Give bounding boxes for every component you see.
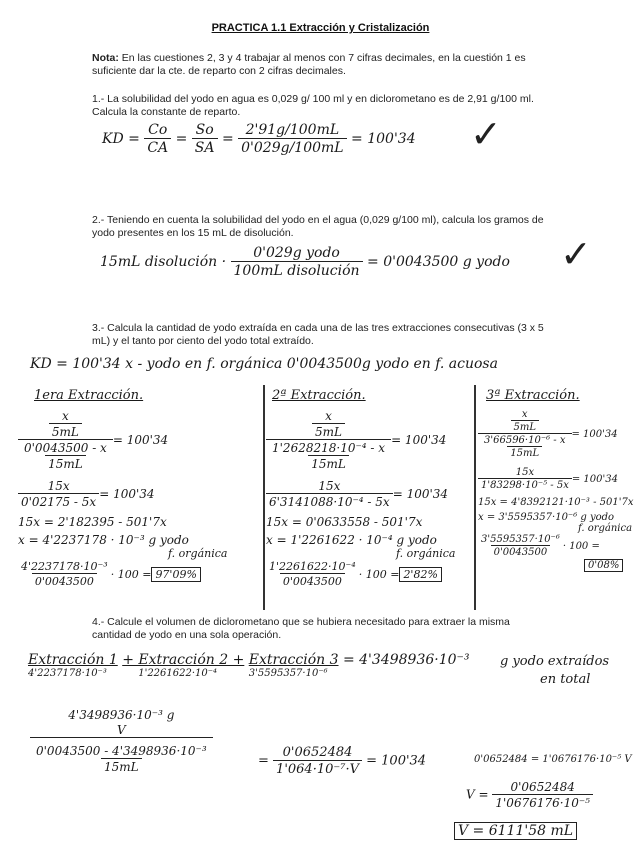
q1-kd: KD =: [102, 131, 140, 147]
q4-big-fraction: [30, 708, 213, 774]
note-text: En las cuestiones 2, 3 y 4 trabajar al menos con 7 cifras decimales, en la cuestión 1 es suficiente dar la cte. de reparto con 2 cifras decimales.: [92, 52, 526, 77]
col3-e-den: 0'0043500: [491, 545, 551, 558]
col3-c: 15x = 4'8392121·10⁻³ - 501'7x: [478, 497, 634, 508]
q4-f2-res: = 100'34: [366, 753, 427, 769]
question-3: 3.- Calcula la cantidad de yodo extraída en cada una de las tres extracciones consecutivas (3 x 5 mL) y el tanto por ciento del yodo total extraído.: [92, 322, 544, 347]
col3-a-den-den: 15mL: [507, 446, 542, 459]
col1-c: 15x = 2'182395 - 501'7x: [18, 515, 167, 529]
column-divider-2: [474, 385, 476, 610]
q4-second-fraction: = $\frac{0'0652484}{\text{1'064·10⁻⁷·V}}$ = 100'34: [258, 745, 427, 777]
q1-sa: SA: [192, 138, 218, 156]
col3-d: x = 3'5595357·10⁻⁶ g yodo: [478, 512, 615, 523]
q4-sum-unit2: en total: [540, 672, 591, 687]
q1-den: 0'029g/100mL: [238, 138, 346, 156]
col2-a-den: 1'2628218·10⁻⁴ - x: [272, 441, 386, 455]
q4-sum-e2v: 1'2261622·10⁻⁴: [138, 668, 218, 679]
col2-d: x = 1'2261622 · 10⁻⁴ g yodo: [266, 533, 437, 547]
q4-side-frac: [466, 780, 593, 810]
q1-result: = 100'34: [351, 131, 416, 147]
q2-den: 100mL disolución: [231, 261, 363, 279]
extraction-3-title: 3ª Extracción.: [486, 388, 580, 403]
q4-sum-e3v: 3'5595357·10⁻⁶: [248, 668, 328, 679]
col2-b-den: 6'3141088·10⁻⁴ - 5x: [266, 493, 393, 509]
col3-a-num-den: 5mL: [511, 420, 540, 433]
col1-e-mid: · 100 =: [110, 567, 152, 581]
col1-b-num: 15x: [47, 479, 70, 493]
q1-num: 2'91g/100mL: [245, 122, 340, 138]
q4-sum-e1v: 4'2237178·10⁻³: [28, 668, 107, 679]
extraction-3-column: [478, 388, 640, 571]
q4-f-bot-den: 15mL: [101, 758, 142, 774]
col3-a-den: 3'66596·10⁻⁶ - x: [484, 435, 566, 446]
col2-e-den: 0'0043500: [280, 573, 345, 588]
page-title: PRACTICA 1.1 Extracción y Cristalización: [211, 22, 430, 34]
col2-b-res: = 100'34: [392, 487, 449, 501]
col2-d2: f. orgánica: [396, 547, 456, 560]
q4-side-eq: 0'0652484 = 1'0676176·10⁻⁵ V: [474, 754, 632, 765]
q2-result: = 0'0043500 g yodo: [367, 254, 510, 270]
q2-lead: 15mL disolución ·: [100, 254, 227, 270]
q1-equation: KD = $\frac{Co}{CA}$ = $\frac{So}{SA}$ = $\frac{2'91g/100mL}{0'029g/100mL}$ = 100'34: [102, 122, 416, 156]
col1-b-res: = 100'34: [99, 487, 155, 501]
q4-sum-result: = 4'3498936·10⁻³: [342, 652, 470, 668]
col2-a-res: = 100'34: [391, 433, 447, 447]
q4-sum-e1: Extracción 1: [28, 652, 118, 668]
extraction-1-title: 1era Extracción.: [34, 388, 144, 403]
col1-a-den-den: 15mL: [45, 455, 86, 471]
col2-a-num: x: [325, 409, 332, 423]
q4-sum-e2: + Extracción 2 +: [122, 652, 245, 668]
q4-f2-den: 1'064·10⁻⁷·V: [273, 760, 362, 777]
column-divider-1: [263, 385, 265, 610]
q1-co: Co: [148, 122, 168, 138]
col3-d2: f. orgánica: [578, 523, 633, 534]
q4-sum: [28, 652, 470, 679]
col3-b-den: 1'83298·10⁻⁵ - 5x: [478, 478, 572, 491]
col3-e-mid: · 100 =: [562, 540, 600, 552]
col3-b-res: = 100'34: [571, 473, 618, 485]
note-label: Nota:: [92, 52, 119, 64]
extraction-2-title: 2ª Extracción.: [272, 388, 366, 403]
col3-e-num: 3'5595357·10⁻⁶: [481, 534, 560, 545]
col1-d: x = 4'2237178 · 10⁻³ g yodo: [18, 533, 189, 547]
col2-e-result: 2'82%: [399, 567, 441, 582]
col1-e-num: 4'2237178·10⁻³: [21, 560, 108, 573]
col2-b-num: 15x: [318, 479, 341, 493]
col3-e-result: 0'08%: [584, 559, 623, 572]
col1-b-den: 0'02175 - 5x: [18, 493, 99, 509]
question-4: 4.- Calcule el volumen de diclorometano que se hubiera necesitado para extraer la misma cantidad de yodo en una sola operación.: [92, 616, 510, 641]
q2-num: 0'029g yodo: [253, 245, 340, 261]
col2-e-num: 1'2261622·10⁻⁴: [269, 560, 356, 573]
question-2: 2.- Teniendo en cuenta la solubilidad del yodo en el agua (0,029 g/100 ml), calcula los gramos de yodo presentes en los 15 mL de disolución.: [92, 214, 544, 239]
col1-a-den: 0'0043500 - x: [24, 441, 107, 455]
q4-final-result: V = 6111'58 mL: [454, 822, 577, 840]
note: [92, 52, 552, 78]
q4-sum-e3: Extracción 3: [248, 652, 339, 668]
col1-a-num-den: 5mL: [49, 423, 82, 439]
col2-c: 15x = 0'0633558 - 501'7x: [266, 515, 423, 529]
col2-e-mid: · 100 =: [358, 567, 400, 581]
q1-check: ✓: [470, 112, 502, 156]
q3-header: KD = 100'34 x - yodo en f. orgánica 0'0043500g yodo en f. acuosa: [30, 356, 498, 372]
extraction-1-column: [18, 388, 258, 588]
question-1: 1.- La solubilidad del yodo en agua es 0,029 g/ 100 ml y en diclorometano es de 2,91 g/100 ml. Calcula la constante de reparto.: [92, 93, 534, 118]
col1-a-res: = 100'34: [112, 433, 169, 447]
q2-check: ✓: [560, 232, 592, 276]
col2-a-den-den: 15mL: [308, 455, 349, 471]
col1-e-result: 97'09%: [151, 567, 200, 582]
col3-a-res: = 100'34: [571, 428, 618, 440]
q4-sum-unit: g yodo extraídos: [500, 654, 610, 669]
col1-e-den: 0'0043500: [32, 573, 97, 588]
q4-f2-num: 0'0652484: [282, 745, 353, 760]
q1-ca: CA: [144, 138, 171, 156]
q2-equation: [100, 245, 510, 279]
col2-a-num-den: 5mL: [312, 423, 345, 439]
q4-side-den: 1'0676176·10⁻⁵: [492, 794, 593, 810]
col1-d2: f. orgánica: [168, 547, 228, 560]
extraction-2-column: [266, 388, 472, 588]
q4-f-top-num: 4'3498936·10⁻³ g: [68, 708, 175, 722]
col3-a-num: x: [521, 409, 528, 420]
col1-a-num: x: [62, 409, 69, 423]
q4-f-bot-num: 0'0043500 - 4'3498936·10⁻³: [36, 744, 207, 758]
q4-f-top-den: V: [117, 723, 126, 737]
q4-side-num: 0'0652484: [510, 780, 575, 794]
q1-so: So: [195, 122, 214, 138]
col3-b-num: 15x: [515, 467, 535, 478]
q4-side-v: V =: [466, 787, 489, 802]
